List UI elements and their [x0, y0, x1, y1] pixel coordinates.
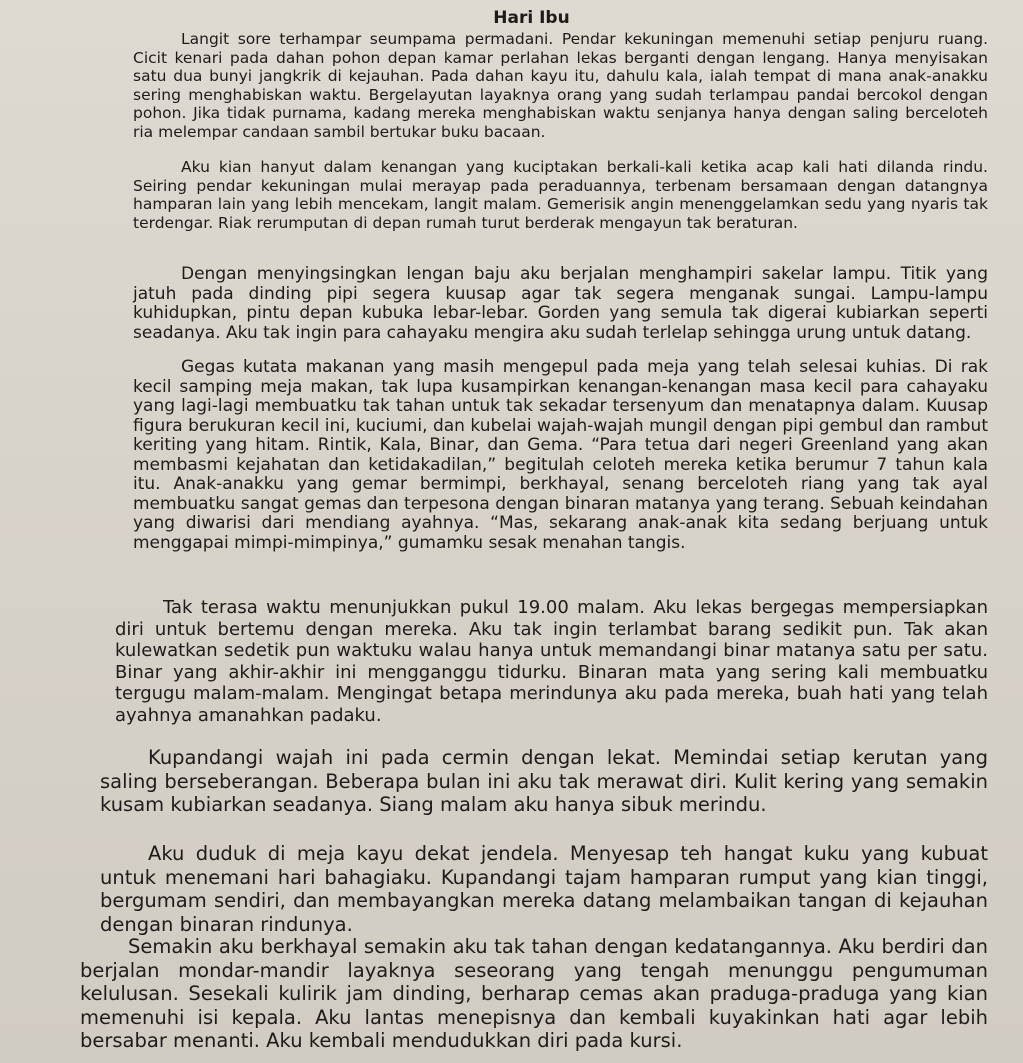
paragraph-8: Semakin aku berkhayal semakin aku tak tahan dengan kedatangannya. Aku berdiri dan berjalan mondar-mandir layaknya seseorang yang tengah menunggu pengumuman kelulusan. Sesekali kulirik jam dinding, berharap cemas akan praduga-praduga yang kian memenuhi isi kepala. Aku lantas menepisnya dan kembali kuyakinkan hati agar lebih bersabar menanti. Aku kembali mendudukkan diri pada kursi. — [80, 935, 988, 1052]
paragraph-7-block — [100, 842, 988, 936]
paragraph-5: Tak terasa waktu menunjukkan pukul 19.00 malam. Aku lekas bergegas mempersiapkan diri untuk bertemu dengan mereka. Aku tak ingin terlambat barang sedikit pun. Tak akan kulewatkan sedetik pun waktuku walau hanya untuk memandangi binar matanya satu per satu. Binar yang akhir-akhir ini mengganggu tidurku. Binaran mata yang sering kali membuatku tergugu malam-malam. Mengingat betapa merindunya aku pada mereka, buah hati yang telah ayahnya amanahkan padaku. — [115, 597, 988, 726]
paragraph-1: Langit sore terhampar seumpama permadani. Pendar kekuningan memenuhi setiap penjuru ruang. Cicit kenari pada dahan pohon depan kamar perlahan lekas berganti dengan lengang. Hanya menyisakan satu dua bunyi jangkrik di kejauhan. Pada dahan kayu itu, dahulu kala, ialah tempat di mana anak-anakku sering menghabiskan waktu. Bergelayutan layaknya orang yang sudah terlampau pandai bercokol dengan pohon. Jika tidak purnama, kadang mereka menghabiskan waktu senjanya hanya dengan saling berceloteh ria melempar candaan sambil bertukar buku bacaan. — [133, 30, 988, 141]
paragraph-6-block — [100, 746, 988, 817]
paragraph-2: Aku kian hanyut dalam kenangan yang kuciptakan berkali-kali ketika acap kali hati dilanda rindu. Seiring pendar kekuningan mulai merayap pada peraduannya, terbenam bersamaan dengan datangnya hamparan lain yang lebih mencekam, langit malam. Gemerisik angin menenggelamkan sedu yang nyaris tak terdengar. Riak rerumputan di depan rumah turut berderak mengayun tak beraturan. — [133, 158, 988, 232]
paragraph-2-block — [133, 158, 988, 232]
paragraph-4-block — [133, 358, 988, 553]
paragraph-3-block — [133, 265, 988, 343]
paragraph-4: Gegas kutata makanan yang masih mengepul pada meja yang telah selesai kuhias. Di rak kecil samping meja makan, tak lupa kusampirkan kenangan-kenangan masa kecil para cahayaku yang lagi-lagi membuatku tak tahan untuk tak sekadar tersenyum dan menatapnya dalam. Kuusap figura berukuran kecil ini, kuciumi, dan kubelai wajah-wajah mungil dengan pipi gembul dan rambut keriting yang hitam. Rintik, Kala, Binar, dan Gema. “Para tetua dari negeri Greenland yang akan membasmi kejahatan dan ketidakadilan,” begitulah celoteh mereka ketika berumur 7 tahun kala itu. Anak-anakku yang gemar bermimpi, berkhayal, senang berceloteh riang yang tak ayal membuatku sangat gemas dan terpesona dengan binaran matanya yang terang. Sebuah keindahan yang diwarisi dari mendiang ayahnya. “Mas, sekarang anak-anak kita sedang berjuang untuk menggapai mimpi-mimpinya,” gumamku sesak menahan tangis. — [133, 357, 988, 553]
document-title: Hari Ibu — [493, 8, 570, 28]
paragraph-6: Kupandangi wajah ini pada cermin dengan lekat. Memindai setiap kerutan yang saling berseberangan. Beberapa bulan ini aku tak merawat diri. Kulit kering yang semakin kusam kubiarkan seadanya. Siang malam aku hanya sibuk merindu. — [100, 746, 988, 816]
paragraph-5-block — [115, 597, 988, 726]
paragraph-3: Dengan menyingsingkan lengan baju aku berjalan menghampiri sakelar lampu. Titik yang jatuh pada dinding pipi segera kuusap agar tak segera menganak sungai. Lampu-lampu kuhidupkan, pintu depan kubuka lebar-lebar. Gorden yang semula tak digerai kubiarkan seperti seadanya. Aku tak ingin para cahayaku mengira aku sudah terlelap sehingga urung untuk datang. — [133, 264, 988, 343]
paragraph-1-block — [133, 30, 988, 141]
paragraph-7: Aku duduk di meja kayu dekat jendela. Menyesap teh hangat kuku yang kubuat untuk menemani hari bahagiaku. Kupandangi tajam hamparan rumput yang kian tinggi, bergumam sendiri, dan membayangkan mereka datang melambaikan tangan di kejauhan dengan binaran rindunya. — [100, 842, 988, 936]
paragraph-8-block — [80, 935, 988, 1053]
